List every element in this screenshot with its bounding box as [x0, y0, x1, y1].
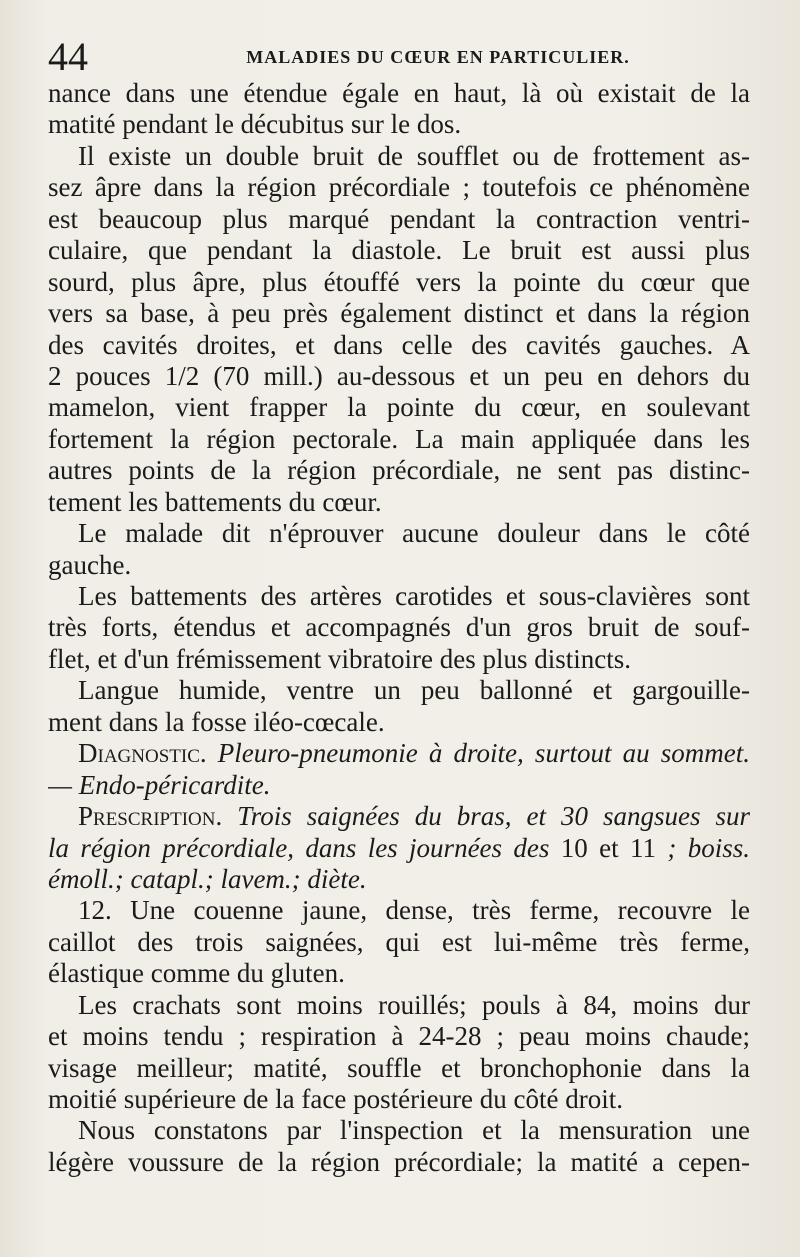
text-line: Langue humide, ventre un peu ballonné et gargouille- [78, 675, 750, 706]
text-line: flet, et d'un frémissement vibratoire des plus distincts. [48, 643, 631, 674]
page-header [48, 32, 748, 82]
text-line: vers sa base, à peu près également distinct et dans la région [48, 298, 750, 329]
prescription-line: émoll.; catapl.; lavem.; diète. [48, 863, 367, 894]
text-line: matité pendant le décubitus sur le dos. [48, 109, 462, 140]
text-line: 2 pouces 1/2 (70 mill.) au-dessous et un peu en dehors du [48, 360, 750, 391]
text-line: élastique comme du gluten. [48, 958, 345, 989]
text-line: gauche. [48, 549, 132, 580]
diagnostic-line [48, 738, 750, 769]
text-line: Les battements des artères carotides et sous-clavières sont [78, 581, 750, 611]
text-line: 12. Une couenne jaune, dense, très ferme, recouvre le [78, 895, 750, 926]
text-line: sourd, plus âpre, plus étouffé vers la pointe du cœur que [48, 266, 750, 297]
text-line: et moins tendu ; respiration à 24-28 ; peau moins chaude; [48, 1021, 750, 1052]
prescription-text: Trois saignées du bras, et 30 sangsues sur [237, 801, 750, 832]
text-line: ment dans la fosse iléo-cœcale. [48, 706, 385, 737]
prescription-label: Prescription. [78, 801, 223, 832]
prescription-line: la région précordiale, dans les journées des 10 et 11 ; boiss. [48, 832, 750, 863]
text-line: est beaucoup plus marqué pendant la contraction ventri- [48, 203, 750, 234]
diagnostic-line: — Endo-péricardite. [48, 769, 271, 800]
text-line: moitié supérieure de la face postérieure du côté droit. [48, 1084, 624, 1114]
text-line: mamelon, vient frapper la pointe du cœur, en soulevant [48, 392, 750, 423]
text-line: culaire, que pendant la diastole. Le bruit est aussi plus [48, 235, 750, 266]
text-line: Nous constatons par l'inspection et la mensuration une [78, 1115, 750, 1146]
text-line: nance dans une étendue égale en haut, là où existait de la [48, 78, 750, 108]
text-line: fortement la région pectorale. La main appliquée dans les [48, 423, 750, 454]
text-line: sez âpre dans la région précordiale ; toutefois ce phénomène [48, 172, 750, 203]
body-text [48, 78, 750, 1178]
text-line: visage meilleur; matité, souffle et bronchophonie dans la [48, 1052, 750, 1083]
text-line: très forts, étendus et accompagnés d'un gros bruit de souf- [48, 612, 750, 643]
running-title: MALADIES DU CŒUR EN PARTICULIER. [246, 47, 630, 67]
text-line: légère voussure de la région précordiale; la matité a cepen- [48, 1146, 750, 1177]
text-line: Le malade dit n'éprouver aucune douleur dans le côté [78, 518, 750, 549]
text-line: autres points de la région précordiale, ne sent pas distinc- [48, 455, 750, 486]
diagnostic-text: Pleuro-pneumonie à droite, surtout au sommet. [217, 738, 750, 769]
text-line: caillot des trois saignées, qui est lui-même très ferme, [48, 926, 750, 957]
prescription-line [48, 801, 750, 832]
text-line: des cavités droites, et dans celle des cavités gauches. A [48, 329, 750, 360]
diagnostic-label: Diagnostic. [78, 738, 207, 769]
page-number: 44 [48, 34, 88, 79]
text-line: Les crachats sont moins rouillés; pouls à 84, moins dur [78, 989, 750, 1020]
text-line: tement les battements du cœur. [48, 486, 382, 517]
text-line: Il existe un double bruit de soufflet ou de frottement as- [78, 140, 750, 171]
